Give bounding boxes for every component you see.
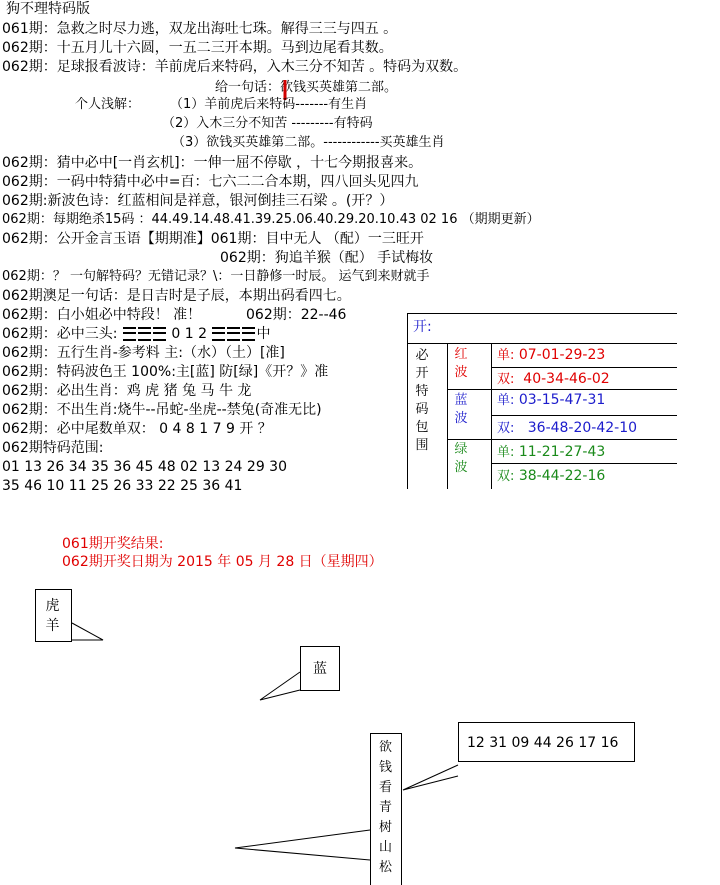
text-line: 062期：五行生肖-参考料 主:（水）（土）[准] [2,345,285,361]
text-line: 062期：？ 一句解特码？无错记录？\：一日静修一时辰。 运气到来财就手 [2,269,430,284]
wave-row: 双: 38-44-22-16 [497,468,606,484]
doc-title: 狗不理特码版 [6,1,90,17]
wave-row: 单: 03-15-47-31 [497,392,606,408]
text-line: 062期：一码中特猜中必中=百：七六二二合本期，四八回头见四九 [2,174,419,190]
results-line-2: 062期开奖日期为 2015 年 05 月 28 日（星期四） [62,554,383,570]
text-line: 062期：每期绝杀15码 ：44.49.14.48.41.39.25.06.40.29.20.10.43 02 16 （期期更新） [2,212,540,227]
results-line-1: 061期开奖结果: [62,536,164,552]
range-line: 35 46 10 11 25 26 33 22 25 36 41 [2,478,243,494]
text-line: （1）羊前虎后来特码-------有生肖 [170,97,368,112]
callout-text: 12 31 09 44 26 17 16 [467,735,619,751]
text-line: 062期：22--46 [246,307,347,323]
text-line: 061期：急救之时尽力逃，双龙出海吐七珠。解得三三与四五 。 [2,21,398,37]
wave-row: 双: 40-34-46-02 [497,371,610,387]
text-line: 062期特码范围: [2,440,104,456]
text-line-tail: 中 [256,326,271,342]
text-line: 062期：足球报看波诗：羊前虎后来特码，入木三分不知苦 。特码为双数。 [2,59,468,75]
text-line: 062期：特码波色王 100%:主[蓝] 防[绿]《开？》准 [2,364,329,380]
callout-text: 虎羊 [45,598,60,634]
text-line-label: 062期：必中三头: [2,326,118,342]
wave-group-green: 绿波 [454,442,468,475]
wave-row: 单: 07-01-29-23 [497,347,606,363]
text-line: 062期：必出生肖：鸡 虎 猪 兔 马 牛 龙 [2,383,252,399]
text-line: 062期：必中尾数单双： 0 4 8 1 7 9 开 ？ [2,421,272,437]
text-line: 给一句话：欲钱买英雄第二部。 [215,80,398,95]
text-line: 062期：公开金言玉语【期期准】061期：目中无人 （配）一三旺开 [2,231,424,247]
text-line: 062期：猜中必中[一肖玄机]：一伸一屈不停歇 ，十七今期报喜来。 [2,155,423,171]
callout-box-phrase [370,733,402,885]
text-line: 062期：不出生肖:烧牛--吊蛇-坐虎--禁兔(奇准无比) [2,402,322,418]
callout-box-numbers [458,722,635,762]
text-line: 个人浅解： [75,97,141,112]
text-line-digits: 0 1 2 [171,326,207,342]
wave-group-blue: 蓝波 [454,393,468,426]
text-line: 062期：十五月儿十六圆，一五二三开本期。马到边尾看其数。 [2,40,393,56]
wave-row: 双: 36-48-20-42-10 [497,420,638,436]
range-line: 01 13 26 34 35 36 45 48 02 13 24 29 30 [2,459,287,475]
text-line: （2）入木三分不知苦 ---------有特码 [162,116,373,131]
text-line: 062期：白小姐必中特段！ 准！ [2,307,202,323]
wave-table-header: 开: [413,319,432,335]
wave-row: 单: 11-21-27-43 [497,444,606,460]
callout-box-color [300,646,340,691]
text-line: 062期：狗追羊猴（配） 手试梅妆 [220,250,434,266]
text-line: 062期:新波色诗：红蓝相间是祥意，银河倒挂三石梁 。(开？） [2,193,394,209]
callout-text: 欲钱看青树山松 [379,740,393,875]
callout-text: 蓝 [313,661,327,677]
text-line: 062期澳足一句话：是日吉时是子辰，本期出码看四七。 [2,288,351,304]
wave-group-red: 红波 [454,347,468,380]
text-line: （3）欲钱买英雄第二部。------------买英雄生肖 [172,135,445,150]
wave-table-side-label: 必开特码包围 [415,348,429,453]
callout-box-zodiac [35,589,72,642]
